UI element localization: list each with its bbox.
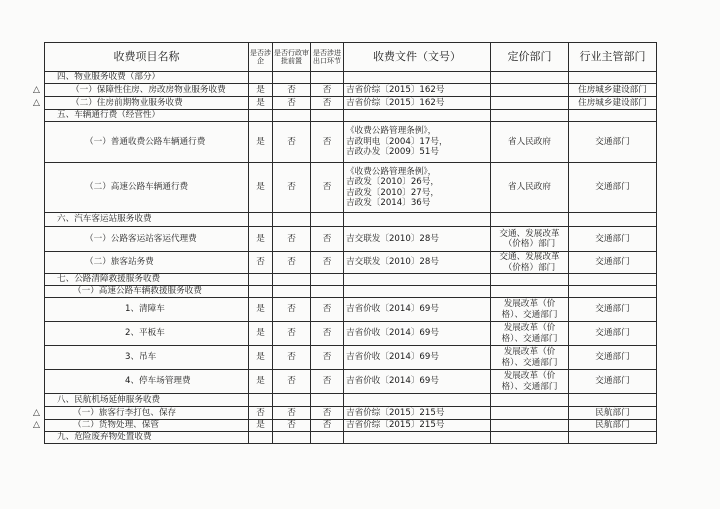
cell-pricing: 发展改革（价 格）、交通部门 <box>491 298 569 322</box>
cell-q1: 是 <box>249 298 273 322</box>
cell-name: （一）保障性住房、房改房物业服务收费 <box>45 84 249 97</box>
table-row <box>45 298 657 322</box>
cell-q3: 否 <box>311 346 344 370</box>
cell-name: 八、民航机场延伸服务收费 <box>45 394 249 407</box>
cell-industry: 民航部门 <box>569 420 657 432</box>
cell-name: 五、车辆通行费（经营性） <box>45 110 249 122</box>
cell-doc: 《收费公路管理条例》， 吉政发〔2010〕26号， 吉政发〔2010〕27号， 吉政发〔2014〕36号 <box>344 163 491 213</box>
cell-name: 4、停车场管理费 <box>45 370 249 394</box>
cell-name: （二）高速公路车辆通行费 <box>45 163 249 213</box>
table-row <box>45 407 657 420</box>
cell-name: （一）旅客行李打包、保存 <box>45 407 249 420</box>
cell-q1: 是 <box>249 122 273 163</box>
cell-q2 <box>273 274 311 286</box>
cell-q1 <box>249 213 273 227</box>
cell-q3 <box>311 394 344 407</box>
cell-pricing: 省人民政府 <box>491 122 569 163</box>
cell-pricing <box>491 420 569 432</box>
cell-pricing <box>491 213 569 227</box>
cell-pricing: 发展改革（价 格）、交通部门 <box>491 322 569 346</box>
header-pricing-dept: 定价部门 <box>491 43 569 72</box>
cell-q3: 否 <box>311 420 344 432</box>
cell-q3 <box>311 286 344 298</box>
cell-name: 3、吊车 <box>45 346 249 370</box>
table-row <box>45 122 657 163</box>
cell-q2: 否 <box>273 322 311 346</box>
cell-q1 <box>249 274 273 286</box>
cell-q2: 否 <box>273 346 311 370</box>
cell-industry <box>569 432 657 444</box>
header-is-enterprise: 是否涉企 <box>249 43 273 72</box>
table-row <box>45 420 657 432</box>
cell-q1 <box>249 286 273 298</box>
cell-q3: 否 <box>311 322 344 346</box>
header-row <box>45 43 657 72</box>
cell-name: （一）普通收费公路车辆通行费 <box>45 122 249 163</box>
cell-q1 <box>249 110 273 122</box>
cell-doc <box>344 213 491 227</box>
cell-q2: 否 <box>273 84 311 97</box>
cell-q2 <box>273 110 311 122</box>
section-row <box>45 72 657 84</box>
cell-q2: 否 <box>273 97 311 110</box>
cell-industry <box>569 110 657 122</box>
cell-doc: 吉省价综〔2015〕162号 <box>344 97 491 110</box>
cell-q1: 是 <box>249 370 273 394</box>
cell-doc <box>344 274 491 286</box>
cell-q3: 否 <box>311 252 344 274</box>
cell-name: 四、物业服务收费（部分） <box>45 72 249 84</box>
header-import-export: 是否涉进出口环节 <box>311 43 344 72</box>
cell-q1 <box>249 432 273 444</box>
cell-doc <box>344 432 491 444</box>
cell-name: （一）公路客运站客运代理费 <box>45 227 249 252</box>
header-fee-document: 收费文件（文号） <box>344 43 491 72</box>
cell-doc: 吉交联发〔2010〕28号 <box>344 227 491 252</box>
cell-q1: 是 <box>249 97 273 110</box>
cell-q3: 否 <box>311 298 344 322</box>
triangle-mark-icon: △ <box>33 97 40 108</box>
cell-q3 <box>311 432 344 444</box>
cell-q1: 是 <box>249 346 273 370</box>
section-row <box>45 286 657 298</box>
cell-industry: 住房城乡建设部门 <box>569 84 657 97</box>
cell-q3 <box>311 110 344 122</box>
header-industry-dept: 行业主管部门 <box>569 43 657 72</box>
cell-industry <box>569 286 657 298</box>
cell-pricing <box>491 432 569 444</box>
cell-name: （二）旅客站务费 <box>45 252 249 274</box>
cell-q2: 否 <box>273 298 311 322</box>
cell-pricing <box>491 97 569 110</box>
cell-industry: 交通部门 <box>569 163 657 213</box>
cell-q2: 否 <box>273 252 311 274</box>
cell-pricing <box>491 394 569 407</box>
cell-q3: 否 <box>311 122 344 163</box>
cell-industry: 住房城乡建设部门 <box>569 97 657 110</box>
cell-q3: 否 <box>311 84 344 97</box>
table-row <box>45 252 657 274</box>
header-pre-approval: 是否行政审批前置 <box>273 43 311 72</box>
cell-q1: 是 <box>249 420 273 432</box>
table-row <box>45 370 657 394</box>
table-row <box>45 97 657 110</box>
cell-q1 <box>249 72 273 84</box>
triangle-mark-icon: △ <box>33 84 40 95</box>
cell-industry <box>569 394 657 407</box>
cell-pricing: 发展改革（价 格）、交通部门 <box>491 346 569 370</box>
table-row <box>45 84 657 97</box>
cell-name: 1、清障车 <box>45 298 249 322</box>
cell-doc: 吉省价收〔2014〕69号 <box>344 322 491 346</box>
cell-q1: 是 <box>249 227 273 252</box>
cell-q1: 是 <box>249 322 273 346</box>
cell-q2: 否 <box>273 163 311 213</box>
cell-q1: 否 <box>249 407 273 420</box>
cell-industry: 交通部门 <box>569 298 657 322</box>
table-row <box>45 227 657 252</box>
cell-name: 九、危险废弃物处置收费 <box>45 432 249 444</box>
header-name: 收费项目名称 <box>45 43 249 72</box>
cell-industry: 交通部门 <box>569 346 657 370</box>
cell-doc: 吉省价综〔2015〕162号 <box>344 84 491 97</box>
section-row <box>45 110 657 122</box>
cell-industry: 交通部门 <box>569 252 657 274</box>
cell-doc <box>344 110 491 122</box>
cell-pricing <box>491 274 569 286</box>
section-row <box>45 394 657 407</box>
cell-q2: 否 <box>273 407 311 420</box>
cell-name: （二）货物处理、保管 <box>45 420 249 432</box>
cell-q2 <box>273 213 311 227</box>
triangle-mark-icon: △ <box>33 420 40 430</box>
cell-q1: 否 <box>249 252 273 274</box>
cell-pricing: 省人民政府 <box>491 163 569 213</box>
cell-pricing <box>491 110 569 122</box>
cell-q3: 否 <box>311 227 344 252</box>
cell-q2 <box>273 394 311 407</box>
cell-q1: 是 <box>249 84 273 97</box>
cell-industry: 交通部门 <box>569 370 657 394</box>
cell-q3: 否 <box>311 163 344 213</box>
cell-pricing <box>491 286 569 298</box>
cell-q3 <box>311 213 344 227</box>
cell-q3 <box>311 72 344 84</box>
cell-doc: 《收费公路管理条例》， 吉政明电〔2004〕17号， 吉政办发〔2009〕51号 <box>344 122 491 163</box>
cell-q3 <box>311 274 344 286</box>
table-row <box>45 163 657 213</box>
cell-name: 2、平板车 <box>45 322 249 346</box>
cell-doc: 吉交联发〔2010〕28号 <box>344 252 491 274</box>
cell-pricing: 交通、发展改革 （价格）部门 <box>491 252 569 274</box>
cell-q1 <box>249 394 273 407</box>
cell-name: 七、公路清障救援服务收费 <box>45 274 249 286</box>
triangle-mark-icon: △ <box>33 407 40 418</box>
cell-q2 <box>273 72 311 84</box>
cell-q2: 否 <box>273 122 311 163</box>
cell-name: （二）住房前期物业服务收费 <box>45 97 249 110</box>
cell-q1: 是 <box>249 163 273 213</box>
cell-industry: 交通部门 <box>569 122 657 163</box>
cell-name: （一）高速公路车辆救援服务收费 <box>45 286 249 298</box>
cell-doc: 吉省价收〔2014〕69号 <box>344 298 491 322</box>
cell-doc: 吉省价收〔2014〕69号 <box>344 346 491 370</box>
cell-pricing <box>491 84 569 97</box>
cell-doc: 吉省价收〔2014〕69号 <box>344 370 491 394</box>
cell-q2: 否 <box>273 227 311 252</box>
section-row <box>45 274 657 286</box>
table-row <box>45 322 657 346</box>
cell-doc <box>344 394 491 407</box>
cell-doc <box>344 72 491 84</box>
cell-industry <box>569 274 657 286</box>
cell-doc: 吉省价综〔2015〕215号 <box>344 407 491 420</box>
fee-table <box>44 42 657 444</box>
cell-doc: 吉省价综〔2015〕215号 <box>344 420 491 432</box>
cell-pricing <box>491 407 569 420</box>
cell-industry <box>569 213 657 227</box>
cell-name: 六、汽车客运站服务收费 <box>45 213 249 227</box>
cell-industry <box>569 72 657 84</box>
cell-industry: 民航部门 <box>569 407 657 420</box>
cell-q2 <box>273 286 311 298</box>
cell-pricing <box>491 72 569 84</box>
cell-q3: 否 <box>311 407 344 420</box>
cell-q3: 否 <box>311 370 344 394</box>
cell-q2: 否 <box>273 420 311 432</box>
cell-q2 <box>273 432 311 444</box>
cell-industry: 交通部门 <box>569 322 657 346</box>
section-row <box>45 213 657 227</box>
cell-pricing: 发展改革（价 格）、交通部门 <box>491 370 569 394</box>
cell-pricing: 交通、发展改革 （价格）部门 <box>491 227 569 252</box>
cell-q3: 否 <box>311 97 344 110</box>
cell-industry: 交通部门 <box>569 227 657 252</box>
table-row <box>45 346 657 370</box>
cell-q2: 否 <box>273 370 311 394</box>
section-row <box>45 432 657 444</box>
cell-doc <box>344 286 491 298</box>
